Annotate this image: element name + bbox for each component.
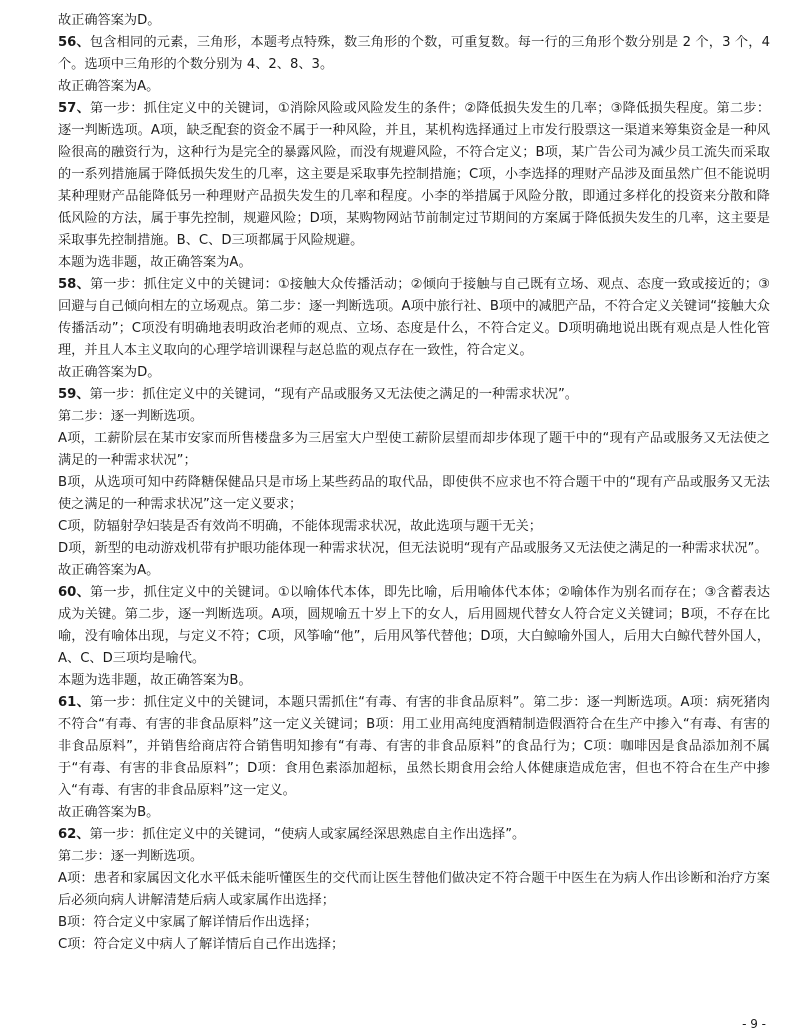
- paragraph: [58, 428, 770, 472]
- paragraph-text: C项，防辐射孕妇装是否有效尚不明确，不能体现需求状况，故此选项与题干无关；: [58, 519, 542, 534]
- question-number: 61、: [58, 695, 90, 710]
- question-number: 62、: [58, 827, 90, 842]
- paragraph-text: 第一步：抓住定义中的关键词，“现有产品或服务又无法使之满足的一种需求状况”。: [89, 387, 578, 402]
- answer-explanations: [58, 10, 770, 956]
- paragraph-text: 本题为选非题，故正确答案为B。: [58, 673, 252, 688]
- paragraph: [58, 384, 770, 406]
- question-number: 56、: [58, 35, 90, 50]
- paragraph: [58, 76, 770, 98]
- question-number: 60、: [58, 585, 91, 600]
- paragraph-text: 第一步：抓住定义中的关键词，本题只需抓住“有毒、有害的非食品原料”。第二步：逐一判断选项。A项：病死猪肉不符合“有毒、有害的非食品原料”这一定义关键词；B项：用工业用高纯度酒精制造假酒符合在生产中掺入“有毒、有害的非食品原料”，并销售给商店符合销售明知掺有“有毒、有害的非食品原料”的食品行为；C项：咖啡因是食品添加剂不属于“有毒、有害的非食品原料”；D项：食用色素添加超标，虽然长期食用会给人体健康造成危害，但也不符合在生产中掺入“有毒、有害的非食品原料”这一定义。: [58, 695, 770, 798]
- paragraph: [58, 98, 770, 252]
- paragraph: [58, 252, 770, 274]
- paragraph: [58, 32, 770, 76]
- paragraph: [58, 802, 770, 824]
- paragraph-text: 故正确答案为B。: [58, 805, 160, 820]
- paragraph: [58, 274, 770, 362]
- paragraph-text: B项，从选项可知中药降糖保健品只是市场上某些药品的取代品，即使供不应求也不符合题干中的“现有产品或服务又无法使之满足的一种需求状况”这一定义要求；: [58, 475, 770, 512]
- paragraph-text: 故正确答案为D。: [58, 13, 161, 28]
- question-number: 59、: [58, 387, 90, 402]
- paragraph: [58, 538, 770, 560]
- paragraph: [58, 406, 770, 428]
- paragraph: [58, 582, 770, 670]
- paragraph-text: 第二步：逐一判断选项。: [58, 849, 204, 864]
- paragraph-text: C项：符合定义中病人了解详情后自己作出选择；: [58, 937, 345, 952]
- paragraph: [58, 912, 770, 934]
- paragraph: [58, 670, 770, 692]
- paragraph: [58, 516, 770, 538]
- paragraph-text: 故正确答案为A。: [58, 563, 160, 578]
- paragraph: [58, 846, 770, 868]
- paragraph: [58, 824, 770, 846]
- paragraph-text: D项，新型的电动游戏机带有护眼功能体现一种需求状况，但无法说明“现有产品或服务又无法使之满足的一种需求状况”。: [58, 541, 768, 556]
- paragraph-text: 第一步：抓住定义中的关键词：①接触大众传播活动；②倾向于接触与自己既有立场、观点、态度一致或接近的；③回避与自己倾向相左的立场观点。第二步：逐一判断选项。A项中旅行社、B项中的减肥产品，不符合定义关键词“接触大众传播活动”；C项没有明确地表明政治老师的观点、立场、态度是什么，不符合定义。D项明确地说出既有观点是人性化管理，并且人本主义取向的心理学培训课程与赵总监的观点存在一致性，符合定义。: [58, 277, 771, 358]
- page-number: - 9 -: [742, 1017, 766, 1031]
- paragraph-text: 第一步，抓住定义中的关键词。①以喻体代本体，即先比喻，后用喻体代本体；②喻体作为别名而存在；③含蓄表达成为关键。第二步，逐一判断选项。A项，圆规喻五十岁上下的女人，后用圆规代替女人符合定义关键词；B项，不存在比喻，没有喻体出现，与定义不符；C项，风筝喻“他”，后用风筝代替他；D项，大白鲸喻外国人，后用大白鲸代替外国人，A、C、D三项均是喻代。: [58, 585, 771, 666]
- paragraph: [58, 362, 770, 384]
- paragraph: [58, 560, 770, 582]
- paragraph-text: 包含相同的元素，三角形，本题考点特殊，数三角形的个数，可重复数。每一行的三角形个数分别是 2 个，3 个，4 个。选项中三角形的个数分别为 4、2、8、3。: [58, 35, 770, 72]
- paragraph: [58, 472, 770, 516]
- paragraph-text: B项：符合定义中家属了解详情后作出选择；: [58, 915, 318, 930]
- paragraph-text: 本题为选非题，故正确答案为A。: [58, 255, 252, 270]
- paragraph-text: 故正确答案为D。: [58, 365, 161, 380]
- paragraph-text: 第一步：抓住定义中的关键词，①消除风险或风险发生的条件；②降低损失发生的几率；③降低损失程度。第二步：逐一判断选项。A项，缺乏配套的资金不属于一种风险，并且，某机构选择通过上市发行股票这一渠道来筹集资金是一种风险很高的融资行为，这种行为是完全的暴露风险，而没有规避风险，不符合定义；B项，某广告公司为减少员工流失而采取的一系列措施属于降低损失发生的几率，这主要是采取事先控制措施；C项，小李选择的理财产品涉及面虽然广但不能说明某种理财产品能降低另一种理财产品损失发生的几率和程度。小李的举措属于风险分散，即通过多样化的投资来分散和降低风险的方法，属于事先控制，规避风险；D项，某购物网站节前制定过节期间的方案属于降低损失发生的几率，这主要是采取事先控制措施。B、C、D三项都属于风险规避。: [58, 101, 771, 248]
- question-number: 58、: [58, 277, 91, 292]
- paragraph-text: 第二步：逐一判断选项。: [58, 409, 204, 424]
- paragraph-text: A项，工薪阶层在某市安家而所售楼盘多为三居室大户型使工薪阶层望而却步体现了题干中的“现有产品或服务又无法使之满足的一种需求状况”；: [58, 431, 770, 468]
- question-number: 57、: [58, 101, 91, 116]
- paragraph: [58, 10, 770, 32]
- paragraph: [58, 692, 770, 802]
- paragraph-text: 故正确答案为A。: [58, 79, 160, 94]
- paragraph: [58, 868, 770, 912]
- paragraph-text: A项：患者和家属因文化水平低未能听懂医生的交代而让医生替他们做决定不符合题干中医生在为病人作出诊断和治疗方案后必须向病人讲解清楚后病人或家属作出选择；: [58, 871, 770, 908]
- paragraph: [58, 934, 770, 956]
- paragraph-text: 第一步：抓住定义中的关键词，“使病人或家属经深思熟虑自主作出选择”。: [89, 827, 526, 842]
